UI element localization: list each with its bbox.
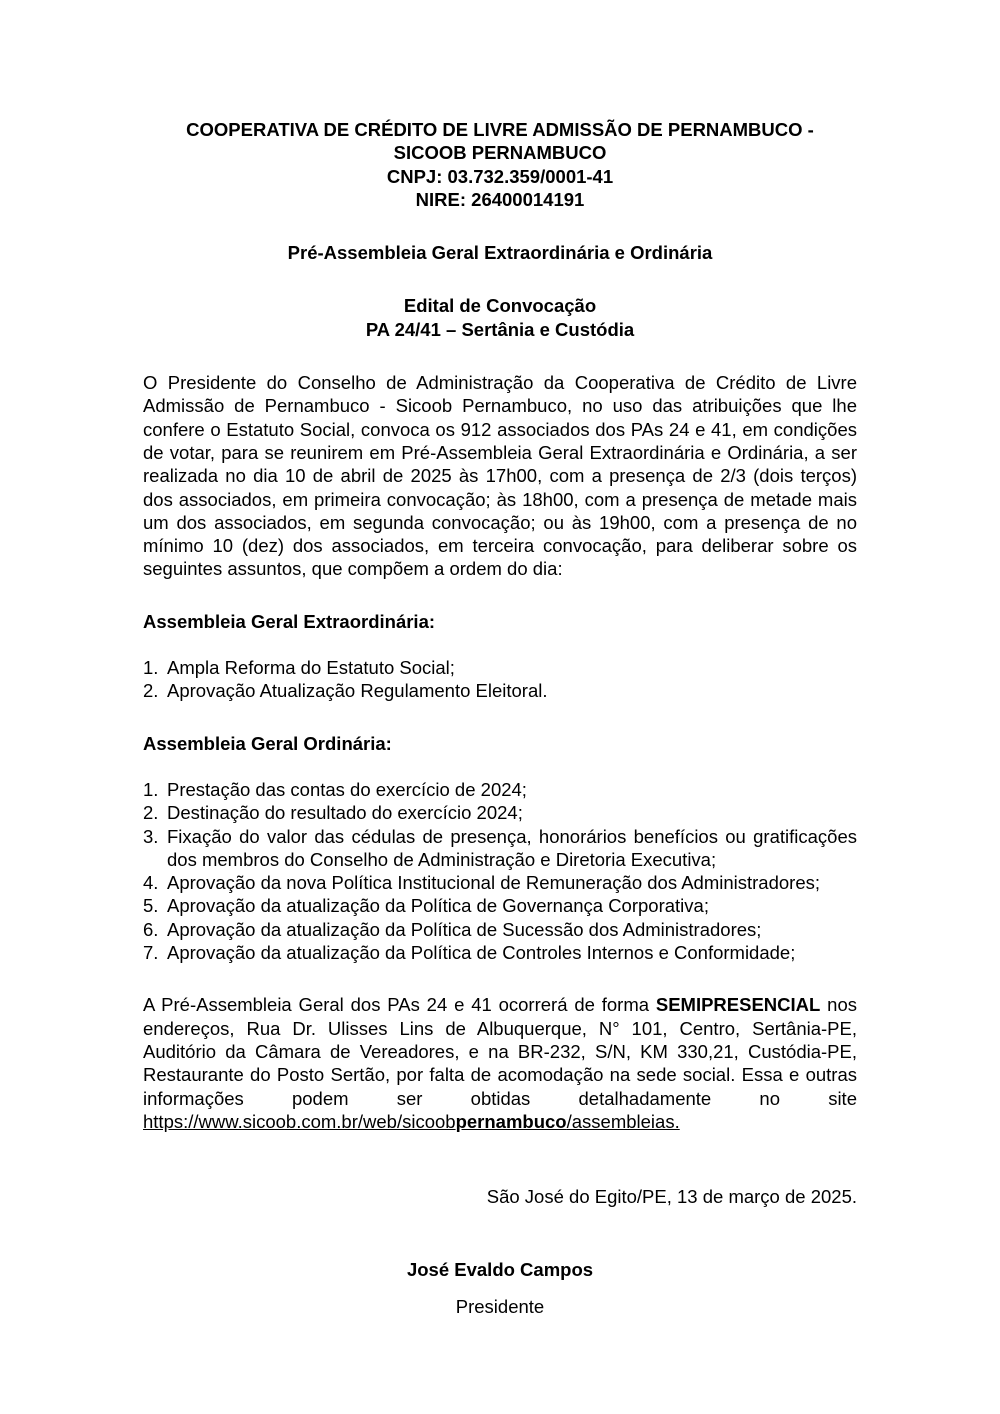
list-item-text: Prestação das contas do exercício de 2024; [167, 778, 527, 800]
edital-subtitle: PA 24/41 – Sertânia e Custódia [365, 318, 635, 340]
closing-text-part2: nos endereços, Rua Dr. Ulisses Lins de Albuquerque, N° 101, Centro, Sertânia-PE, Auditório da Câmara de Vereadores, e na BR-232, S/N, KM 330,21, Custódia-PE, Restaurante do Posto Sertão, por falta de acomodação na sede social. Essa e outras informações podem ser obtidas detalhadamente no site [143, 994, 857, 1109]
assembly-website-link[interactable] [143, 1111, 680, 1132]
edital-title: Edital de Convocação [403, 295, 597, 317]
assembly-title: Pré-Assembleia Geral Extraordinária e Ordinária [287, 242, 713, 264]
list-item-text: Ampla Reforma do Estatuto Social; [167, 657, 455, 679]
list-item [143, 801, 857, 824]
signatory-name: José Evaldo Campos [406, 1259, 594, 1281]
extraordinary-section-title: Assembleia Geral Extraordinária: [143, 610, 436, 632]
list-item [143, 918, 857, 941]
list-item [143, 778, 857, 801]
list-item [143, 679, 857, 702]
list-item-number: 4. [143, 872, 159, 894]
closing-text-part1: A Pré-Assembleia Geral dos PAs 24 e 41 ocorrerá de forma [143, 994, 656, 1016]
place-and-date: São José do Egito/PE, 13 de março de 2025. [486, 1186, 857, 1208]
list-item-number: 3. [143, 825, 159, 847]
closing-paragraph [143, 993, 857, 1133]
list-item-text: Aprovação Atualização Regulamento Eleitoral. [167, 680, 548, 702]
list-item-number: 2. [143, 802, 159, 824]
list-item-text: Aprovação da atualização da Política de Controles Internos e Conformidade; [167, 942, 796, 964]
semipresencial-emphasis: SEMIPRESENCIAL [655, 994, 821, 1016]
cooperative-name-line1: COOPERATIVA DE CRÉDITO DE LIVRE ADMISSÃO DE PERNAMBUCO - [186, 119, 814, 140]
list-item-text: Aprovação da atualização da Política de Governança Corporativa; [167, 895, 709, 917]
list-item [143, 656, 857, 679]
signatory-role: Presidente [455, 1295, 545, 1317]
ordinary-agenda-list [143, 778, 857, 964]
list-item [143, 871, 857, 894]
list-item [143, 941, 857, 964]
cooperative-name-line2: SICOOB PERNAMBUCO [393, 142, 607, 164]
cnpj-line: CNPJ: 03.732.359/0001-41 [386, 165, 614, 187]
document-header [143, 118, 857, 211]
intro-paragraph: O Presidente do Conselho de Administração da Cooperativa de Crédito de Livre Admissão de Pernambuco - Sicoob Pernambuco, no uso das atribuições que lhe confere o Estatuto Social, convoca os 912 associados dos PAs 24 e 41, em condições de votar, para se reunirem em Pré-Assembleia Geral Extraordinária e Ordinária, a ser realizada no dia 10 de abril de 2025 às 17h00, com a presença de 2/3 (dois terços) dos associados, em primeira convocação; às 18h00, com a presença de metade mais um dos associados, em segunda convocação; ou às 19h00, com a presença de no mínimo 10 (dez) dos associados, em terceira convocação, para deliberar sobre os seguintes assuntos, que compõem a ordem do dia: [143, 372, 857, 580]
list-item-text: Destinação do resultado do exercício 2024; [167, 802, 523, 824]
list-item-text: Aprovação da atualização da Política de Sucessão dos Administradores; [167, 918, 762, 940]
link-text-part1: https://www.sicoob.com.br/web/sicoob [143, 1110, 456, 1132]
list-item-text: Fixação do valor das cédulas de presença, honorários benefícios ou gratificações dos membros do Conselho de Administração e Diretoria Executiva; [167, 825, 857, 870]
list-item [143, 894, 857, 917]
list-item-text: Aprovação da nova Política Institucional de Remuneração dos Administradores; [167, 872, 821, 894]
list-item-number: 7. [143, 942, 159, 964]
list-item-number: 1. [143, 657, 159, 679]
link-text-bold: pernambuco [455, 1110, 567, 1132]
ordinary-section-title: Assembleia Geral Ordinária: [143, 732, 392, 754]
list-item-number: 5. [143, 895, 159, 917]
list-item-number: 2. [143, 680, 159, 702]
link-text-part2: /assembleias. [566, 1110, 680, 1132]
extraordinary-agenda-list [143, 656, 857, 703]
list-item-number: 6. [143, 918, 159, 940]
nire-line: NIRE: 26400014191 [415, 188, 585, 210]
document-content [143, 118, 857, 1318]
list-item [143, 825, 857, 872]
list-item-number: 1. [143, 778, 159, 800]
